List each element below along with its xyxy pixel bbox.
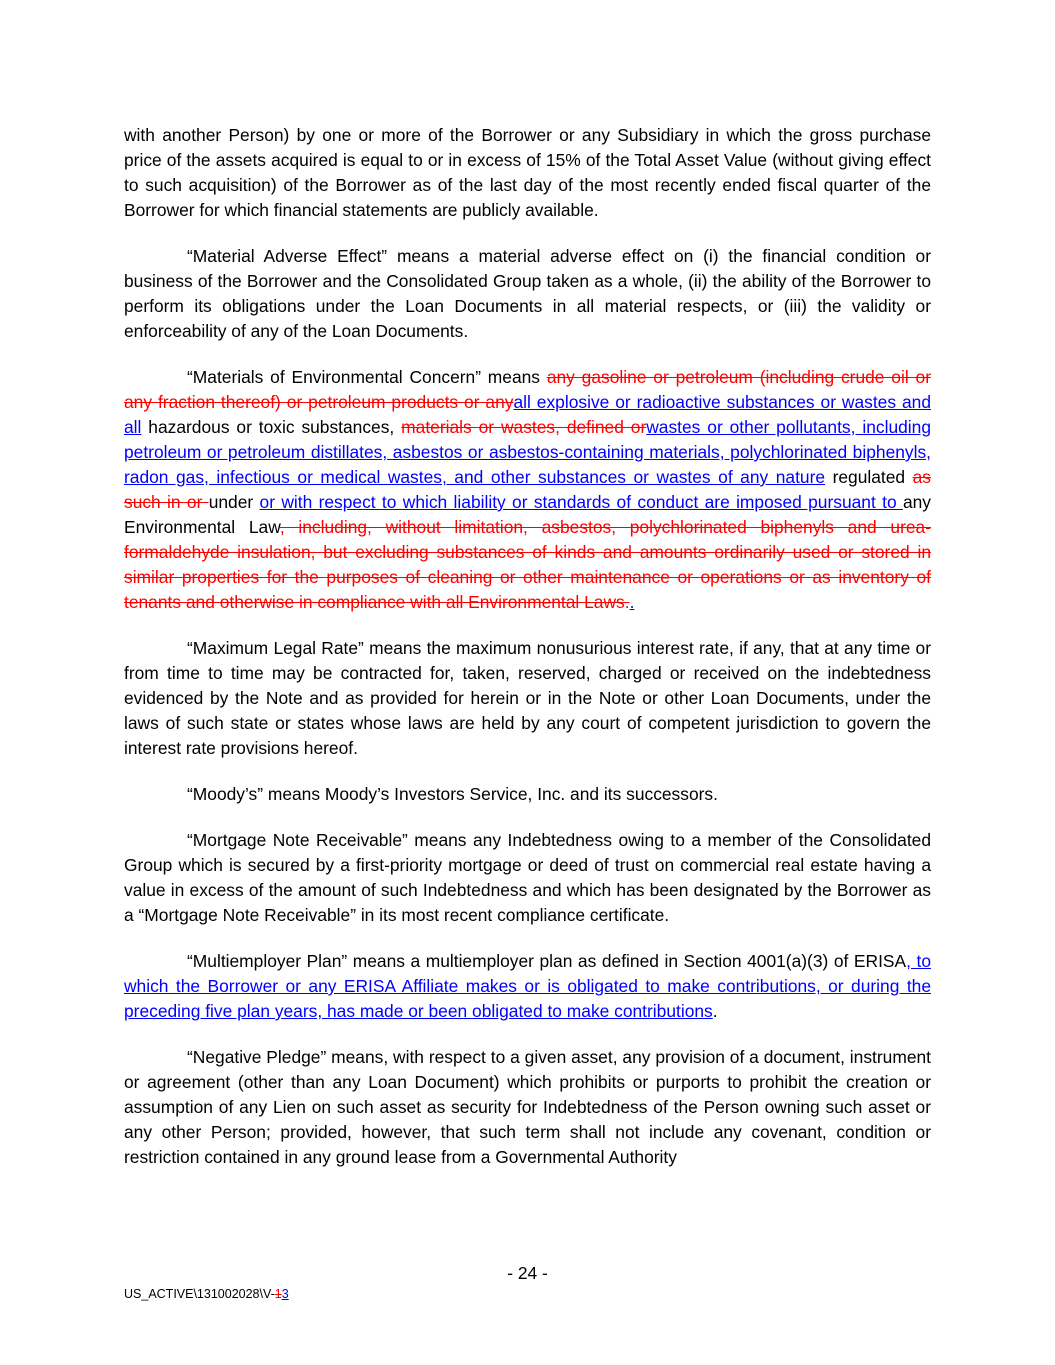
deleted-text: materials or wastes, defined or [401,417,647,437]
definition-moodys: “Moody’s” means Moody’s Investors Service, Inc. and its successors. [187,784,718,804]
paragraph-continuation: with another Person) by one or more of the Borrower or any Subsidiary in which the gross purchase price of the assets acquired is equal to or in excess of 15% of the Total Asset Value (without giving effect to such acquisition) of the Borrower as of the last day of the most recently ended fiscal quarter of the Borrower for which financial statements are publicly available. [124,125,931,220]
definition-mortgage-note-receivable: “Mortgage Note Receivable” means any Indebtedness owing to a member of the Consolidated Group which is secured by a first-priority mortgage or deed of trust on commercial real estate having a value in excess of the amount of such Indebtedness and which has been designated by the Borrower as a “Mortgage Note Receivable” in its most recent compliance certificate. [124,830,931,925]
document-body [124,123,931,1191]
page-number: - 24 - [507,1263,548,1283]
definition-material-adverse-effect: “Material Adverse Effect” means a material adverse effect on (i) the financial condition or business of the Borrower and the Consolidated Group taken as a whole, (ii) the ability of the Borrower to perform its obligations under the Loan Documents in all material respects, or (iii) the validity or enforceability of any of the Loan Documents. [124,246,931,341]
deleted-text: as such in or [124,467,931,512]
definition-maximum-legal-rate: “Maximum Legal Rate” means the maximum nonusurious interest rate, if any, that at any time or from time to time may be contracted for, taken, reserved, charged or received on the indebtedness evidenced by the Note and as provided for herein or in the Note or other Loan Documents, under the laws of such state or states whose laws are held by any court of competent jurisdiction to govern the interest rate provisions hereof. [124,638,931,758]
text-run: “Multiemployer Plan” means a multiemployer plan as defined in Section 4001(a)(3) of ERISA [187,951,907,971]
text-run: hazardous or toxic substances, [141,417,402,437]
inserted-text: wastes or other pollutants, including petroleum or petroleum distillates, asbestos or asbestos-containing materials, polychlorinated biphenyls, radon gas, infectious or medical wastes, and other substances or wastes of any nature [124,417,931,487]
text-run: under [208,492,260,512]
deleted-text: any gasoline or petroleum (including crude oil or any fraction thereof) or petroleum products or any [124,367,931,412]
inserted-text: or with respect to which liability or standards of conduct are imposed pursuant to [259,492,903,512]
inserted-text: . [629,592,635,612]
text-run: . [712,1001,718,1021]
definition-negative-pledge: “Negative Pledge” means, with respect to a given asset, any provision of a document, instrument or agreement (other than any Loan Document) which prohibits or purports to prohibit the creation or assumption of any Lien on such asset as security for Indebtedness of the Person owning such asset or any other Person; provided, however, that such term shall not include any covenant, condition or restriction contained in any ground lease from a Governmental Authority [124,1047,931,1167]
deleted-text: , including, without limitation, asbestos, polychlorinated biphenyls and urea-formaldehyde insulation, but excluding substances of kinds and amounts ordinarily used or stored in similar properties for the purposes of cleaning or other maintenance or operations or as inventory of tenants and otherwise in compliance with all Environmental Laws. [124,517,932,612]
text-run: regulated [825,467,913,487]
doc-id-prefix: US_ACTIVE\131002028\V- [124,1287,275,1301]
doc-id-inserted-version: 3 [281,1287,289,1301]
text-run: “Materials of Environmental Concern” means [187,367,547,387]
inserted-text: , to which the Borrower or any ERISA Affiliate makes or is obligated to make contributions, or during the preceding five plan years, has made or been obligated to make contributions [124,951,931,1021]
document-id [124,1287,289,1301]
text-run: any Environmental Law [124,492,932,537]
inserted-text: all explosive or radioactive substances or wastes and all [124,392,931,437]
definition-materials-of-environmental-concern [124,365,931,615]
definition-multiemployer-plan [124,949,931,1024]
doc-id-deleted-version: 1 [274,1287,282,1301]
